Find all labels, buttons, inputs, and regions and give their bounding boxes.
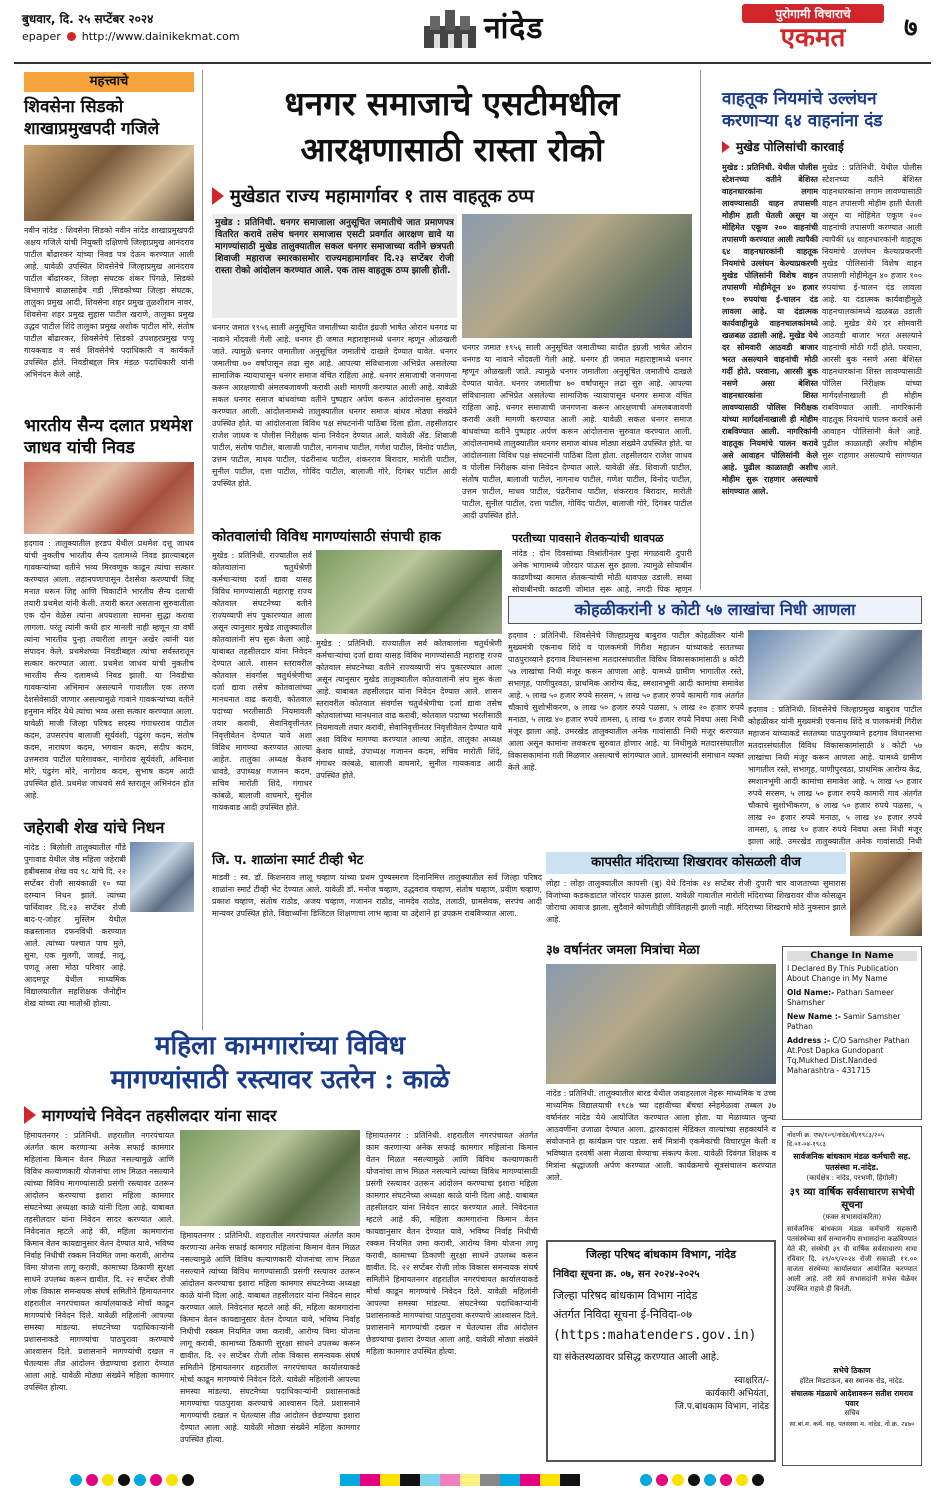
agm-venue-label: सभेचे ठिकाण <box>833 1366 871 1375</box>
change-name-title: Change In Name <box>787 951 917 961</box>
tender-signoff: स्वाक्षरित/- <box>734 1376 769 1386</box>
reunion-headline: ३७ वर्षानंतर जमला मित्रांचा मेळा <box>546 943 700 958</box>
new-name-label: New Name :- <box>787 1012 841 1021</box>
cyan-dot <box>134 1474 146 1486</box>
agm-reg-no: नोंदणी क्र. एफ/१०९/नांदेड/वी/१९८३/२०५ दि.०१-०४-१९८३ <box>787 1131 885 1148</box>
women-protest-photo <box>180 1130 360 1226</box>
tv-headline: जि. प. शाळांना स्मार्ट टीव्ही भेट <box>212 853 364 868</box>
page-number: ७ <box>904 13 918 43</box>
epaper-url[interactable]: http://www.dainikekmat.com <box>81 30 240 43</box>
lead-headline-line1: धनगर समाजाचे एसटीमधील <box>284 84 620 123</box>
lead-headline-line2: आरक्षणासाठी रास्ता रोको <box>300 130 604 169</box>
old-name-label: Old Name:- <box>787 988 835 997</box>
tender-line3: या संकेतस्थळावर प्रसिद्ध करण्यात आली आहे. <box>553 1352 720 1363</box>
agm-footer: सा.बां.म. कर्म. सह. पतसंस्था म. नांदेड. नो.क्र. २४७० <box>789 1420 915 1428</box>
address-label: Address :- <box>787 1036 830 1045</box>
tender-office: जिल्हा परिषद बांधकाम विभाग, नांदेड <box>586 1248 736 1261</box>
cyan-dot <box>70 1474 82 1486</box>
arrow-icon <box>212 187 224 205</box>
agm-venue: हॉटेल मिडटाऊन, बस स्थानक रोड, नांदेड. <box>799 1377 905 1385</box>
globe-icon <box>67 32 76 41</box>
story-obituary-headline: जहेराबी शेख यांचे निधन <box>24 818 165 837</box>
brand-name: एकमत <box>780 23 846 53</box>
traffic-body: मुखेड : प्रतिनिधी. येथील पोलीस स्टेशनच्या वतीने बेशिस्त वाहनधारकांना लगाम लावण्यासाठी वाहन तपासणी मोहीम हाती घेतली असून या मोहिमेत एकूण २०० वाहनांची तपासणी करण्यात आली त्यापैकी ६४ वाहनधारकांनी वाहतूक नियमांचे उल्लंघन केल्याप्रकरणी मुखेड पोलिसांनी विशेष वाहन तपासणी मोहीमेतून ४० हजार १०० रुपयांचा ई-चालन दंड लावला आहे. या दंडात्मक कार्यवाहीमुळे वाहनचालकांमध्ये खळबळ उडाली आहे. मुखेड येथे दर सोमवारी आठवडी बाजार भरत असल्याने वाहनांची मोठी गर्दी होते. परवाना, आरसी बुक नसणे असा बेशिस्त वाहनधारकांना शिस्त लावण्यासाठी पोलिस निरीक्षक यांच्या मार्गदर्शनाखाली ही मोहीम राबविण्यात आली. नागरिकांनी वाहतूक नियमांचे पालन करावे असे आवाहन पोलिसांनी केले आहे. पुढील काळातही अशीच मोहीम सुरू राहणार असल्याचे सांगण्यात आले. <box>722 163 818 496</box>
story-army-body: हदगाव : तालुक्यातील हरडप येथील प्रथमेश दत्तू जाधव यांची नुकतीच भारतीय सैन्य दलामध्ये निवड झाल्याबद्दल गावकऱ्यांच्या वतीने भव्य मिरवणूक काढून त्यांचा सत्कार करण्यात आला. लहानपणापासून देशसेवा करण्याची जिद्द मनात धरून जिद्द आणि चिकाटीने भारतीय सैन्य दलाची तयारी प्रथमेश यांनी केली. तयारी करत असताना सुरुवातीला एक दोन वेळेस त्यांना अपयशाला सामना सुद्धा करावा लागला. परंतु त्यांनी कधी हार मानली नाही म्हणून या वर्षी त्यांना भारतीय पुन्हा तयारीला लागून अखेर त्यांनी यश संपादन केले. प्रथमेशच्या निवडीबद्दल त्यांचा सर्वस्तरातून सत्कार करण्यात आला. प्रथमेश जाधव यांची नुकतीच भारतीय सैन्य दलामध्ये निवड झाली. या निवडीचा गावकऱ्यांना अभिमान असल्याने गावातील एक तरुण देशसेवेसाठी जाणार असल्यामुळे गावाने गावकऱ्यांच्या वतीने हनुमान मंदिर येथे त्यांचा भव्य असा सत्कार करण्यात आला. यावेळी माजी जिल्हा परिषद सदस्य गंगाधरराव पाटील कदम, उपसरपंच बालाजी सूर्यवंशी, पंढुरंग कदम, संतोष कदम, नारायण कदम, भगवान कदम, संदीप कदम, उत्तमराव पाटील घारेगावकर, नागोराव सूर्यवंशी, अविनाश मोरे, पंढुरंग मोरे, नागोराव कदम, सुभाष कदम आदी उपस्थित होते. प्रथमेश जाधवचे सर्व स्तरातून अभिनंदन होत आहे. <box>24 539 194 800</box>
traffic-subheadline-text: मुखेड पोलिसांची कारवाई <box>736 140 844 154</box>
change-name-declaration: I Declared By This Publication About Change in My Name <box>787 964 899 983</box>
black-dot <box>182 1474 194 1486</box>
arrow-icon <box>722 141 730 153</box>
agm-notice <box>782 1126 922 1466</box>
registration-dots-left <box>70 1474 194 1486</box>
black-dot <box>688 1474 700 1486</box>
kohlikar-headline: कोहळीकरांनी ४ कोटी ५७ लाखांचा निधी आणला <box>574 600 856 619</box>
kohlikar-headline-box <box>508 596 922 624</box>
color-bar <box>340 1474 580 1486</box>
brand-logo <box>742 4 884 58</box>
brand-tagline: पुरोगामी विचाराचे <box>742 4 884 23</box>
kohlikar-photo <box>748 630 922 700</box>
agm-org: सार्वजनिक बांधकाम मंडळ कर्मचारी सह. पतसंस्था म.नांदेड. <box>793 1152 911 1172</box>
story-shivsena-headline: शिवसेना सिडको शाखाप्रमुखपदी गजिले <box>24 97 160 139</box>
tender-sign-office: जि.प.बांधकाम विभाग, नांदेड <box>674 1402 769 1412</box>
lead-subheadline <box>212 184 692 208</box>
story-obituary-body: नांदेड : बिलोली तालुक्यातील गौंडे पुगावाड येथील जेष्ठ महिला जहेराबी हबीबसाब शेख वय ९८ यांचे दि. २२ सप्टेंबर रोजी सायंकाळी १० च्या दरम्यान निधन झाले. त्यांच्या पार्थिवावर दि.२३ सप्टेंबर रोजी बाद-ए-जोहर मुस्लिम येथील कब्रस्तानात दफनविधी करण्यात आले. त्यांच्या पश्चात पाच मुले, सुना, एक मुलगी, जावई, नातू, पणतू असा मोठा परिवार आहे. आदमपूर येथील माध्यमिक विद्यालयातील सहशिक्षक जैनोद्दीन शेख यांच्या त्या मातोश्री होत्या. <box>24 843 126 1008</box>
temple-photo <box>850 852 922 936</box>
issue-date: बुधवार, दि. २५ सप्टेंबर २०२४ <box>22 12 154 26</box>
magenta-dot <box>150 1474 162 1486</box>
lead-intro-text: मुखेड : प्रतिनिधी. धनगर समाजाला अनुसूचित जमातीचे जात प्रमाणपत्र वितरित करावे तसेच धनगर समाजास एसटी प्रवर्गात आरक्षण द्यावे या मागण्यांसाठी मुखेड तालुक्यातील सकल धनगर समाजाच्या वतीने छत्रपती शिवाजी महाराज स्मारकासमोर राज्यमहामार्गावर दि.२३ सप्टेंबर रोजी रास्ता रोको आंदोलन करण्यात आले. एक तास वाहतूक ठप्प झाली होती. <box>215 218 454 276</box>
tender-line2: अंतर्गत निविदा सूचना ई-निविदा-०७ <box>553 1308 692 1321</box>
lead-intro-box <box>212 214 457 318</box>
agm-title: ३९ व्या वार्षिक सर्वसाधारण सभेची सूचना <box>789 1187 915 1211</box>
cyan-dot <box>640 1474 652 1486</box>
tender-notice <box>546 1240 776 1462</box>
temple-headline: कापसीत मंदिराच्या शिखरावर कोसळली वीज <box>591 855 801 870</box>
tender-sign-title: कार्यकारी अभियंता, <box>705 1389 769 1399</box>
women-body-continued: हिमायतनगर : प्रतिनिधी. शहरातील नगरपंचायत अंतर्गत काम करणाऱ्या अनेक सफाई कामगार महिलांना किमान वेतन मिळत नसल्यामुळे आणि विविध कल्याणकारी योजनांचा लाभ मिळत नसल्याने त्यांच्या विविध मागण्यांसाठी प्रसंगी रस्त्यावर उतरून आंदोलन करण्याचा इशारा महिला कामगार संघटनेच्या अध्यक्षा काळे यांनी दिला आहे. याबाबत तहसीलदार यांना निवेदन सादर करण्यात आले. निवेदनात म्हटले आहे की, महिला कामगारांना किमान वेतन कायद्यानुसार वेतन देण्यात यावे, भविष्य निर्वाह निधीची रक्कम नियमित जमा करावी, आरोग्य विमा योजना लागू करावी, कामाच्या ठिकाणी सुरक्षा साधने उपलब्ध करून द्यावीत. दि. २२ सप्टेंबर रोजी लोक विकास समन्वयक संघर्ष समितीने हिमायतनगर शहरातील नगरपंचायत कार्यालयाकडे मोर्चा काढून मागण्यांचे निवेदन दिले. यावेळी महिलांनी आपल्या समस्या मांडल्या. संघटनेच्या पदाधिकाऱ्यांनी प्रशासनाकडे मागण्यांचा पाठपुरावा करण्याचे आश्वासन दिले. प्रशासनाने मागण्यांची दखल न घेतल्यास तीव्र आंदोलन छेडण्याचा इशारा देण्यात आला आहे. यावेळी मोठ्या संख्येने महिला कामगार उपस्थित होत्या. <box>180 1231 360 1444</box>
women-headline-line1: महिला कामगारांच्या विविध <box>154 1031 406 1061</box>
women-subheadline <box>24 1104 536 1126</box>
yellow-dot <box>166 1474 178 1486</box>
agm-body: सार्वजनिक बांधकाम मंडळ कर्मचारी सहकारी पतसंस्थेच्या सर्व सन्माननीय सभासदांना कळविण्यात येते की, संस्थेची ३९ वी वार्षिक सर्वसाधारण सभा रविवार दि. २९/०९/२०२४ रोजी सकाळी ११.०० वाजता संस्थेच्या कार्यालयात आयोजित करण्यात आली आहे. तरी सर्व सभासदांनी सभेस वेळेवर उपस्थित राहावे ही विनंती. <box>787 1225 917 1293</box>
yellow-dot <box>102 1474 114 1486</box>
tv-body: मांडवी : स्व. डॉ. किशनराव लालू चव्हाण यांच्या प्रथम पुण्यस्मरण दिनानिमित्त तालुक्यातील सर्व जिल्हा परिषद शाळांना स्मार्ट टीव्ही भेट देण्यात आले. यावेळी डॉ. मनोज चव्हाण, उद्धवराव चव्हाण, संतोष चव्हाण, प्रवीण चव्हाण, प्रकाश चव्हाण, संतोष राठोड, अजय चव्हाण, गजानन राठोड, नामदेव राठोड, तलाठी, ग्रामसेवक, सरपंच आदी मान्यवर उपस्थित होते. विद्यार्थ्यांना डिजिटल शिक्षणाचा लाभ व्हावा या उद्देशाने हा उपक्रम राबविण्यात आला. <box>212 873 542 918</box>
magenta-dot <box>86 1474 98 1486</box>
section-tag-important: महत्त्वाचे <box>24 72 194 92</box>
address-value: C/O Samsher Pathan At.Post Dapka Gundopant Tq.Mukhed Dist.Nanded Maharashtra - 431715 <box>787 1036 910 1075</box>
yellow-dot <box>672 1474 684 1486</box>
story-shivsena-body: नवीन नांदेड : शिवसेना सिडको नवीन नांदेड शाखाप्रमुखपदी अक्षय गजिले यांची नियुक्ती दक्षिणचे जिल्हाप्रमुख आनंदराव पाटील बोंढारकर यांच्या निवड पत्र देऊन करण्यात आली आहे. यावेळी उपस्थित शिवसेनेचे जिल्हाप्रमुख आनंदराव पाटील बोंढारकर, जिल्हा संघटक शंकर पिंगळे, सिडको विभागाचे बाळासाहेब गडी ,सिडकोच्या जिल्हा संघटक, तालुका प्रमुख आदी, शिवसेना शहर प्रमुख तुळशीराम नावर, शिवसेना शहर प्रमुख सुहास पाटील खराणे, तालुका प्रमुख उद्धव पाटील शिंदे तालुका प्रमुख अशोक पाटील मोरे, संतोष पाटील बोंढारकर, शिवसेनेचे सिडको उपशहरप्रमुख पप्पू गायकवाड व सर्व शिवसेनेचे पदाधिकारी व कार्यकर्ते उपस्थित होते. निवडीबद्दल मित्र मंडळ पदाधिकारी यांनी अभिनंदन केले आहे. <box>24 226 194 379</box>
tender-line1: जिल्हा परिषद बांधकाम विभाग नांदेड <box>553 1289 698 1302</box>
story-army-headline: भारतीय सैन्य दलात प्रथमेश जाधव यांची निवड <box>24 416 193 458</box>
arrow-icon <box>24 1106 36 1124</box>
farmers-body: नांदेड : दोन दिवसांच्या विश्रांतीनंतर पुन्हा मंगळवारी दुपारी अनेक भागामध्ये जोरदार पाऊस सुरु झाला. त्यामुळे सोयाबीन काढणीच्या कामात शेतकऱ्यांची मोठी धावपळ उडाली. सध्या सोयाबीनची काढणी जोमात सुरू आहे. नगदी पिक म्हणून <box>512 549 692 593</box>
women-body-continued-2: हिमायतनगर : प्रतिनिधी. शहरातील नगरपंचायत अंतर्गत काम करणाऱ्या अनेक सफाई कामगार महिलांना किमान वेतन मिळत नसल्यामुळे आणि विविध कल्याणकारी योजनांचा लाभ मिळत नसल्याने त्यांच्या विविध मागण्यांसाठी प्रसंगी रस्त्यावर उतरून आंदोलन करण्याचा इशारा महिला कामगार संघटनेच्या अध्यक्षा काळे यांनी दिला आहे. याबाबत तहसीलदार यांना निवेदन सादर करण्यात आले. निवेदनात म्हटले आहे की, महिला कामगारांना किमान वेतन कायद्यानुसार वेतन देण्यात यावे, भविष्य निर्वाह निधीची रक्कम नियमित जमा करावी, आरोग्य विमा योजना लागू करावी, कामाच्या ठिकाणी सुरक्षा साधने उपलब्ध करून द्यावीत. दि. २२ सप्टेंबर रोजी लोक विकास समन्वयक संघर्ष समितीने हिमायतनगर शहरातील नगरपंचायत कार्यालयाकडे मोर्चा काढून मागण्यांचे निवेदन दिले. यावेळी महिलांनी आपल्या समस्या मांडल्या. संघटनेच्या पदाधिकाऱ्यांनी प्रशासनाकडे मागण्यांचा पाठपुरावा करण्याचे आश्वासन दिले. प्रशासनाने मागण्यांची दखल न घेतल्यास तीव्र आंदोलन छेडण्याचा इशारा देण्यात आला आहे. यावेळी मोठ्या संख्येने महिला कामगार उपस्थित होत्या. <box>366 1131 538 1356</box>
new-name-value: Samir Samsher Pathan <box>787 1012 901 1031</box>
agm-sign-title: सचिव <box>844 1409 860 1417</box>
column-divider <box>700 70 701 590</box>
temple-headline-box <box>546 852 846 874</box>
column-divider <box>202 70 203 1030</box>
tender-notice-no: निविदा सूचना क्र. ०७, सन २०२४-२०२५ <box>553 1269 700 1280</box>
agm-sign: संचालक मंडळाचे आदेशावरून सतीश रामराव पवार <box>791 1389 913 1408</box>
kotwal-photo <box>316 550 502 634</box>
city-emblem-icon <box>420 6 480 52</box>
army-selection-photo <box>24 462 194 534</box>
lead-body: धनगर जमात १९५६ साली अनुसूचित जमातीच्या यादीत इंग्रजी भाषेत ओरान धनगड या नावाने नोंदवली गेली आहे. धनगर ही जमात महाराष्ट्रामध्ये धनगर म्हणून ओळखली जाते. त्यामुळे धनगर जमातीला अनुसूचित जमातीचे दाखले देण्यात यावेत. धनगर जमातीचा ७० वर्षांपासून लढा सुरु आहे. आपल्या संविधानाला अभिप्रेत असलेल्या सामाजिक न्यायापासून धनगर समाज वंचित राहिला आहे. धनगर समाजाची जनगणना करून आरक्षणाची अंमलबजावणी करावी अशी मागणी करण्यात आली आहे. यावेळी सकल धनगर समाज बांधवांच्या वतीने पुष्पहार अर्पण करून आंदोलनास सुरुवात करण्यात आली. आंदोलनामध्ये तालुक्यातील धनगर समाज बांधव मोठ्या संख्येने उपस्थित होते. या आंदोलनाला विविध पक्ष संघटनांनी पाठिंबा दिला होता. तहसीलदार राजेश जाधव व पोलीस निरीक्षक यांना निवेदन देण्यात आले. यावेळी ॲड. शिवाजी पाटील, संतोष पाटील, बालाजी पाटील, नागनाथ पाटील, गणेश पाटील, विनोद पाटील, उत्तम पाटील, माधव पाटील, पंढरीनाथ पाटील, शंकरराव बिरादार, मारोती पाटील, सुनील पाटील, दत्ता पाटील, गोविंद पाटील, बालाजी गोरे, दिगंबर पाटील आदी उपस्थित होते. <box>212 323 457 488</box>
temple-body: लोहा : लोहा तालुक्यातील कापसी (बु) येथे दिनांक २४ सप्टेंबर रोजी दुपारी चार वाजताच्या सुमारास विजांच्या कडकडाटात जोरदार पाऊस झाला. यावेळी गावातील मारोती मंदिराच्या शिखरावर वीज कोसळून जोराचा आवाज झाला. सुदैवाने कोणतीही जीवितहानी झाली नाही. मंदिराच्या शिखराचे मोठे नुकसान झाले आहे. <box>546 879 846 924</box>
kotwal-body: मुखेड : प्रतिनिधी. राज्यातील सर्व कोतवालांना चतुर्थश्रेणी कर्मचाऱ्यांचा दर्जा द्यावा यासह विविध मागण्यांसाठी महाराष्ट्र राज्य कोतवाल संघटनेच्या वतीने राज्यव्यापी संप पुकारण्यात आला असून त्यानुसार मुखेड तालुक्यातील कोतवालांनी संप सुरू केला आहे. याबाबत तहसीलदार यांना निवेदन देण्यात आले. शासन स्तरावरील कोतवाल संवर्गास चतुर्थश्रेणीचा दर्जा द्यावा तसेच कोतवालांच्या मानधनात वाढ करावी, कोतवाल पदाच्या भरतीसाठी नियमावली तयार करावी, सेवानिवृत्तीनंतर निवृत्तीवेतन देण्यात यावे अशा विविध मागण्या करण्यात आल्या आहेत. तालुका अध्यक्ष केशव धावडे, उपाध्यक्ष गजानन कदम, सचिव मारोती शिंदे, गंगाधर कांबळे, बालाजी वाघमारे, सुनील गायकवाड आदी उपस्थित होते. <box>212 551 312 812</box>
cyan-dot <box>704 1474 716 1486</box>
farmers-headline: परतीच्या पावसाने शेतकऱ्यांची धावपळ <box>512 532 664 545</box>
reunion-body: नांदेड : प्रतिनिधी. तालुक्यातील बारड येथील जवाहरलाल नेहरू माध्यमिक व उच्च माध्यमिक विद्यालयाची १९८७ च्या दहावीच्या बॅचचा स्नेहमेळावा तब्बल ३७ वर्षानंतर नांदेड येथे आयोजित करण्यात आला होता. या मेळाव्यात जुन्या आठवणींना उजाळा देण्यात आला. द्वारकादास मेडिकल वाल्यांच्या सहकार्याने व संयोजनाने हा कार्यक्रम पार पडला. सर्व मित्रांनी एकमेकांची विचारपूस केली व भविष्यात दरवर्षी असा मेळावा घेण्याचा संकल्प केला. यावेळी दिवंगत शिक्षक व मित्रांना श्रद्धांजली अर्पण करण्यात आली. कार्यक्रमाचे सूत्रसंचालन करण्यात आले. <box>546 1089 776 1182</box>
epaper-label: epaper <box>22 30 61 43</box>
magenta-dot <box>656 1474 668 1486</box>
kotwal-headline: कोतवालांची विविध मागण्यांसाठी संपाची हाक <box>212 529 441 545</box>
yellow-dot <box>736 1474 748 1486</box>
lead-subheadline-text: मुखेडात राज्य महामार्गावर १ तास वाहतूक ठप्प <box>230 186 534 207</box>
black-dot <box>118 1474 130 1486</box>
city-name: नांदेड <box>484 11 544 46</box>
obituary-portrait <box>130 842 194 912</box>
kohlikar-body-continued: हदगाव : प्रतिनिधी. शिवसेनेचे जिल्हाप्रमुख बाबुराव पाटील कोहळीकर यांनी मुख्यमंत्री एकनाथ शिंदे व पालकमंत्री गिरीश महाजन यांच्याकडे सततच्या पाठपुराव्याने हदगाव विधानसभा मतदारसंघातील विविध विकासकामांसाठी ४ कोटी ५७ लाखांचा निधी मंजूर करून आणला आहे. यामध्ये ग्रामीण भागातील रस्ते, सभागृह, पाणीपुरवठा, प्राथमिक आरोग्य केंद्र, स्मशानभूमी आदी कामांचा समावेश आहे. ५ लाख ५० हजार रुपये सरसम, ५ लाख ५० हजार रुपये कामारी गाव अंतर्गत चौकाचे सुशोभीकरण, ७ लाख ५० हजार रुपये पळसा, ५ लाख २० हजार रुपये मनाठा, ५ लाख ४० हजार रुपये तामसा, ६ लाख ९० हजार रुपये निवघा असा निधी मंजूर झाला आहे. उमरखेड तालुक्यातील अनेक गावांसाठी निधी <box>748 705 922 846</box>
agm-sub: (फक्त सभासदांकरिता) <box>822 1213 882 1221</box>
tender-url[interactable]: (https:mahatenders.gov.in) <box>553 1328 757 1343</box>
header-rule <box>14 62 931 64</box>
traffic-body-continued: मुखेड : प्रतिनिधी. येथील पोलीस स्टेशनच्या वतीने बेशिस्त वाहनधारकांना लगाम लावण्यासाठी वाहन तपासणी मोहीम हाती घेतली असून या मोहिमेत एकूण २०० वाहनांची तपासणी करण्यात आली त्यापैकी ६४ वाहनधारकांनी वाहतूक नियमांचे उल्लंघन केल्याप्रकरणी मुखेड पोलिसांनी विशेष वाहन तपासणी मोहीमेतून ४० हजार १०० रुपयांचा ई-चालन दंड लावला आहे. या दंडात्मक कार्यवाहीमुळे वाहनचालकांमध्ये खळबळ उडाली आहे. मुखेड येथे दर सोमवारी आठवडी बाजार भरत असल्याने वाहनांची मोठी गर्दी होते. परवाना, आरसी बुक नसणे असा बेशिस्त वाहनधारकांना शिस्त लावण्यासाठी पोलिस निरीक्षक यांच्या मार्गदर्शनाखाली ही मोहीम राबविण्यात आली. नागरिकांनी वाहतूक नियमांचे पालन करावे असे आवाहन पोलिसांनी केले आहे. पुढील काळातही अशीच मोहीम सुरू राहणार असल्याचे सांगण्यात आले. <box>822 163 922 472</box>
lead-body-continued: धनगर जमात १९५६ साली अनुसूचित जमातीच्या यादीत इंग्रजी भाषेत ओरान धनगड या नावाने नोंदवली गेली आहे. धनगर ही जमात महाराष्ट्रामध्ये धनगर म्हणून ओळखली जाते. त्यामुळे धनगर जमातीला अनुसूचित जमातीचे दाखले देण्यात यावेत. धनगर जमातीचा ७० वर्षांपासून लढा सुरु आहे. आपल्या संविधानाला अभिप्रेत असलेल्या सामाजिक न्यायापासून धनगर समाज वंचित राहिला आहे. धनगर समाजाची जनगणना करून आरक्षणाची अंमलबजावणी करावी अशी मागणी करण्यात आली आहे. यावेळी सकल धनगर समाज बांधवांच्या वतीने पुष्पहार अर्पण करून आंदोलनास सुरुवात करण्यात आली. आंदोलनामध्ये तालुक्यातील धनगर समाज बांधव मोठ्या संख्येने उपस्थित होते. या आंदोलनाला विविध पक्ष संघटनांनी पाठिंबा दिला होता. तहसीलदार राजेश जाधव व पोलीस निरीक्षक यांना निवेदन देण्यात आले. यावेळी ॲड. शिवाजी पाटील, संतोष पाटील, बालाजी पाटील, नागनाथ पाटील, गणेश पाटील, विनोद पाटील, उत्तम पाटील, माधव पाटील, पंढरीनाथ पाटील, शंकरराव बिरादार, मारोती पाटील, सुनील पाटील, दत्ता पाटील, गोविंद पाटील, बालाजी गोरे, दिगंबर पाटील आदी उपस्थित होते. <box>462 343 692 520</box>
kotwal-body-continued: मुखेड : प्रतिनिधी. राज्यातील सर्व कोतवालांना चतुर्थश्रेणी कर्मचाऱ्यांचा दर्जा द्यावा यासह विविध मागण्यांसाठी महाराष्ट्र राज्य कोतवाल संघटनेच्या वतीने राज्यव्यापी संप पुकारण्यात आला असून त्यानुसार मुखेड तालुक्यातील कोतवालांनी संप सुरू केला आहे. याबाबत तहसीलदार यांना निवेदन देण्यात आले. शासन स्तरावरील कोतवाल संवर्गास चतुर्थश्रेणीचा दर्जा द्यावा तसेच कोतवालांच्या मानधनात वाढ करावी, कोतवाल पदाच्या भरतीसाठी नियमावली तयार करावी, सेवानिवृत्तीनंतर निवृत्तीवेतन देण्यात यावे अशा विविध मागण्या करण्यात आल्या आहेत. तालुका अध्यक्ष केशव धावडे, उपाध्यक्ष गजानन कदम, सचिव मारोती शिंदे, गंगाधर कांबळे, बालाजी वाघमारे, सुनील गायकवाड आदी उपस्थित होते. <box>316 639 502 780</box>
old-name-value: Pathan Sameer Shamsher <box>787 988 894 1007</box>
epaper-link[interactable] <box>22 30 240 43</box>
traffic-subheadline <box>722 138 922 155</box>
kohlikar-body: हदगाव : प्रतिनिधी. शिवसेनेचे जिल्हाप्रमुख बाबुराव पाटील कोहळीकर यांनी मुख्यमंत्री एकनाथ शिंदे व पालकमंत्री गिरीश महाजन यांच्याकडे सततच्या पाठपुराव्याने हदगाव विधानसभा मतदारसंघातील विविध विकासकामांसाठी ४ कोटी ५७ लाखांचा निधी मंजूर करून आणला आहे. यामध्ये ग्रामीण भागातील रस्ते, सभागृह, पाणीपुरवठा, प्राथमिक आरोग्य केंद्र, स्मशानभूमी आदी कामांचा समावेश आहे. ५ लाख ५० हजार रुपये सरसम, ५ लाख ५० हजार रुपये कामारी गाव अंतर्गत चौकाचे सुशोभीकरण, ७ लाख ५० हजार रुपये पळसा, ५ लाख २० हजार रुपये मनाठा, ५ लाख ४० हजार रुपये तामसा, ६ लाख ९० हजार रुपये निवघा असा निधी मंजूर झाला आहे. उमरखेड तालुक्यातील अनेक गावांसाठी निधी मंजूर करण्यात आला असून कामांना लवकरच सुरुवात होणार आहे. या निधीमुळे मतदारसंघातील विकासकामांना गती मिळणार असल्याचे सांगण्यात आले. ग्रामस्थांनी समाधान व्यक्त केले आहे. <box>508 631 744 772</box>
agm-address: (कार्यक्षेत्र : नांदेड, परभणी, हिंगोली) <box>806 1174 898 1182</box>
change-name-notice <box>782 946 922 1120</box>
lead-protest-photo <box>462 214 692 338</box>
women-headline-line2: मागण्यांसाठी रस्त्यावर उतरेन : काळे <box>110 1065 450 1095</box>
black-dot <box>752 1474 764 1486</box>
shivsena-photo <box>24 145 194 221</box>
registration-dots-right <box>640 1474 764 1486</box>
women-body: हिमायतनगर : प्रतिनिधी. शहरातील नगरपंचायत अंतर्गत काम करणाऱ्या अनेक सफाई कामगार महिलांना किमान वेतन मिळत नसल्यामुळे आणि विविध कल्याणकारी योजनांचा लाभ मिळत नसल्याने त्यांच्या विविध मागण्यांसाठी प्रसंगी रस्त्यावर उतरून आंदोलन करण्याचा इशारा महिला कामगार संघटनेच्या अध्यक्षा काळे यांनी दिला आहे. याबाबत तहसीलदार यांना निवेदन सादर करण्यात आले. निवेदनात म्हटले आहे की, महिला कामगारांना किमान वेतन कायद्यानुसार वेतन देण्यात यावे, भविष्य निर्वाह निधीची रक्कम नियमित जमा करावी, आरोग्य विमा योजना लागू करावी, कामाच्या ठिकाणी सुरक्षा साधने उपलब्ध करून द्यावीत. दि. २२ सप्टेंबर रोजी लोक विकास समन्वयक संघर्ष समितीने हिमायतनगर शहरातील नगरपंचायत कार्यालयाकडे मोर्चा काढून मागण्यांचे निवेदन दिले. यावेळी महिलांनी आपल्या समस्या मांडल्या. संघटनेच्या पदाधिकाऱ्यांनी प्रशासनाकडे मागण्यांचा पाठपुरावा करण्याचे आश्वासन दिले. प्रशासनाने मागण्यांची दखल न घेतल्यास तीव्र आंदोलन छेडण्याचा इशारा देण्यात आला आहे. यावेळी मोठ्या संख्येने महिला कामगार उपस्थित होत्या. <box>24 1131 174 1392</box>
women-subheadline-text: मागण्यांचे निवेदन तहसीलदार यांना सादर <box>42 1106 277 1125</box>
traffic-headline: वाहतूक नियमांचे उल्लंघन करणाऱ्या ६४ वाहनांना दंड <box>722 89 883 131</box>
magenta-dot <box>720 1474 732 1486</box>
reunion-group-photo <box>546 964 776 1084</box>
